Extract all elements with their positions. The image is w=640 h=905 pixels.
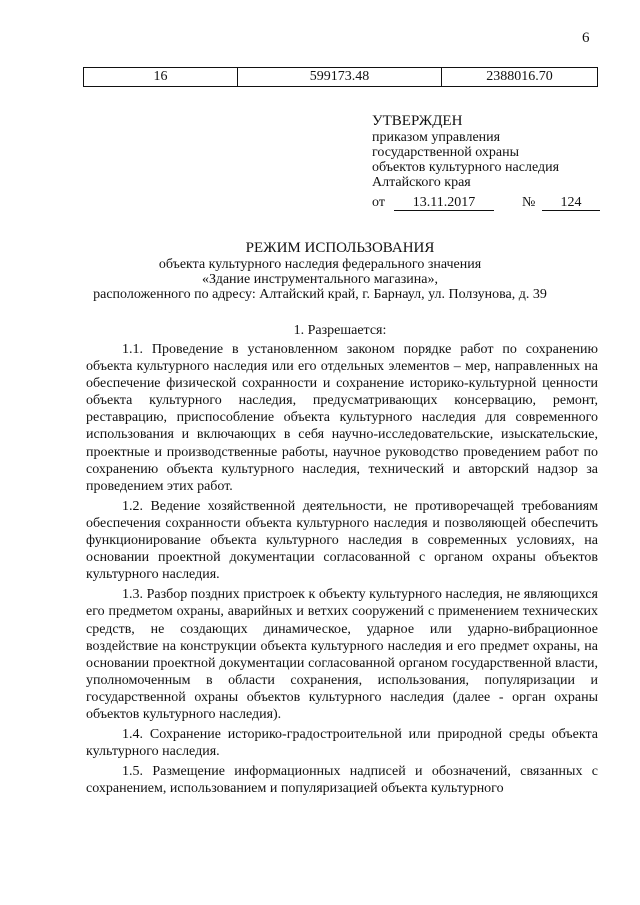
approved-line: объектов культурного наследия bbox=[372, 160, 560, 175]
paragraph: 1.1. Проведение в установленном законом порядке работ по сохранению объекта культурного наследия или его отдельных элементов – мер, направленных на обеспечение физической сохранности и сохранение историко-культурной ценности объекта культурного наследия, предусматривающих консервацию, ремонт, реставрацию, приспособление объекта культурного наследия для современного использования и включающих в себя научно-исследовательские, изыскательские, проектные и производственные работы, научное руководство проведением работ по сохранению объекта культурного наследия, технический и авторский надзор за проведением этих работ. bbox=[86, 342, 598, 494]
table-cell-point: 16 bbox=[84, 68, 238, 87]
approved-line: приказом управления bbox=[372, 130, 501, 145]
order-date: 13.11.2017 bbox=[394, 195, 494, 211]
approved-line: Алтайского края bbox=[372, 175, 471, 190]
order-number: 124 bbox=[542, 195, 600, 211]
body-text bbox=[86, 341, 598, 797]
approved-title: УТВЕРЖДЕН bbox=[372, 113, 463, 129]
table-row bbox=[84, 68, 598, 87]
table-cell-x: 599173.48 bbox=[238, 68, 442, 87]
paragraph: 1.3. Разбор поздних пристроек к объекту культурного наследия, не являющихся его предметом охраны, аварийных и ветхих сооружений с применением технических средств, не создающих динамическое, ударное или ударно-вибрационное воздействие на конструкции объекта культурного наследия и его предмет охраны, на основании проектной документации согласованной органом государственной власти, уполномоченным в области сохранения, использования, популяризации и государственной охраны объектов культурного наследия (далее - орган охраны объектов культурного наследия). bbox=[86, 587, 598, 722]
page-number: 6 bbox=[582, 30, 590, 46]
title-main: РЕЖИМ ИСПОЛЬЗОВАНИЯ bbox=[245, 240, 435, 256]
title-line: «Здание инструментального магазина», bbox=[202, 272, 438, 287]
title-line: расположенного по адресу: Алтайский край, г. Барнаул, ул. Ползунова, д. 39 bbox=[93, 287, 547, 302]
section-heading: 1. Разрешается: bbox=[293, 323, 387, 338]
date-prefix: от bbox=[372, 195, 385, 210]
title-line: объекта культурного наследия федерального значения bbox=[158, 257, 482, 272]
number-prefix: № bbox=[522, 195, 536, 210]
order-date-number bbox=[372, 192, 612, 214]
approved-line: государственной охраны bbox=[372, 145, 520, 160]
document-title bbox=[0, 240, 640, 302]
coordinates-table bbox=[83, 67, 598, 87]
approval-stamp bbox=[372, 113, 612, 214]
paragraph: 1.4. Сохранение историко-градостроительной или природной среды объекта культурного наследия. bbox=[86, 727, 598, 760]
paragraph: 1.5. Размещение информационных надписей и обозначений, связанных с сохранением, использованием и популяризацией объекта культурного bbox=[86, 764, 598, 797]
paragraph: 1.2. Ведение хозяйственной деятельности, не противоречащей требованиям обеспечения сохранности объекта культурного наследия и позволяющей обеспечить функционирование объекта культурного наследия в современных условиях, на основании проектной документации согласованной с органом охраны объектов культурного наследия. bbox=[86, 498, 598, 583]
table-cell-y: 2388016.70 bbox=[442, 68, 598, 87]
